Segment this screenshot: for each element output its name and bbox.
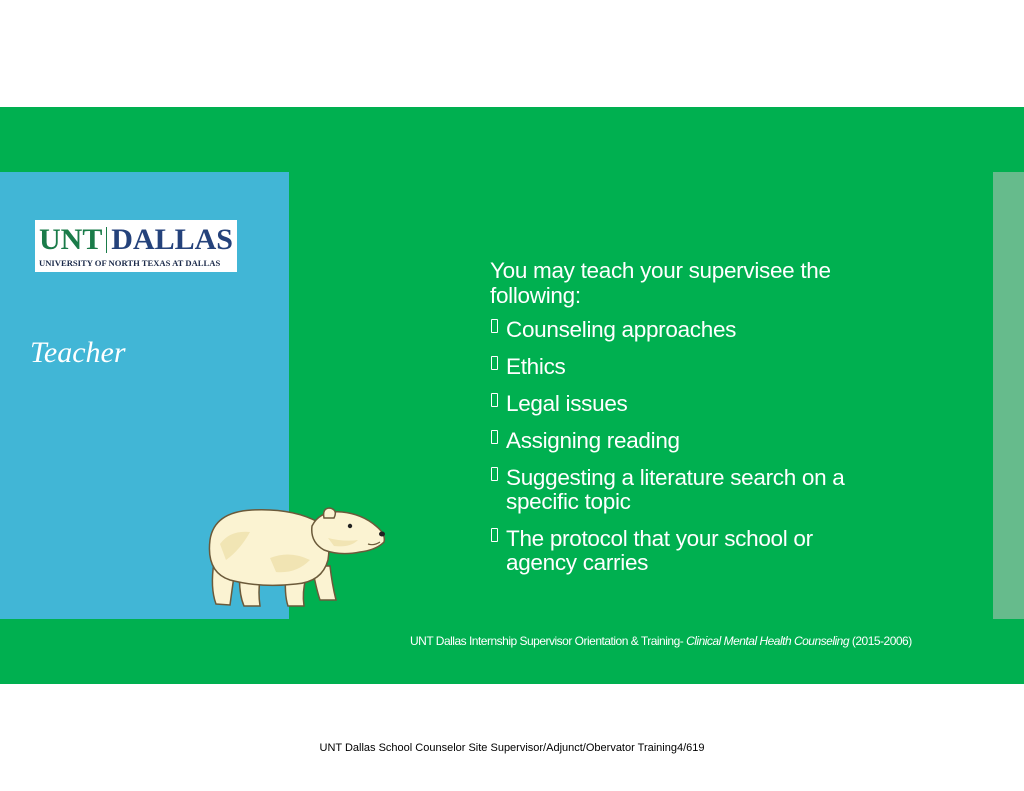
unt-dallas-logo (35, 220, 237, 272)
right-accent-strip (993, 172, 1024, 619)
footer-suffix: (2015-2006) (849, 634, 912, 648)
slide-content (490, 258, 850, 588)
bullet-text: Legal issues (506, 391, 628, 416)
bullet-text: Suggesting a literature search on a specific topic (506, 465, 845, 514)
logo-wordmark (39, 224, 233, 256)
bullet-text: Ethics (506, 354, 566, 379)
intro-text: You may teach your supervisee the following: (490, 258, 831, 308)
list-item (490, 355, 850, 379)
bullet-box-icon (491, 319, 498, 333)
bullet-box-icon (491, 356, 498, 370)
footer-prefix: UNT Dallas Internship Supervisor Orientation & Training- (410, 634, 687, 648)
page-footer: UNT Dallas School Counselor Site Supervisor/Adjunct/Obervator Training4/619 (319, 742, 705, 754)
bullet-box-icon (491, 528, 498, 542)
logo-subtitle: UNIVERSITY OF NORTH TEXAS AT DALLAS (39, 258, 221, 268)
list-item (490, 392, 850, 416)
bullet-list (490, 318, 850, 575)
list-item (490, 527, 850, 575)
logo-divider (106, 227, 107, 253)
list-item (490, 429, 850, 453)
bullet-text: Assigning reading (506, 428, 680, 453)
side-title: Teacher (30, 336, 126, 369)
logo-dallas: DALLAS (111, 223, 233, 256)
slide-footer (410, 634, 912, 648)
bear-eye-icon (348, 524, 352, 528)
bullet-box-icon (491, 467, 498, 481)
footer-italic: Clinical Mental Health Counseling (686, 634, 850, 648)
list-item (490, 466, 850, 514)
bear-nose-icon (379, 532, 385, 537)
bullet-text: Counseling approaches (506, 317, 737, 342)
bullet-box-icon (491, 393, 498, 407)
logo-unt: UNT (39, 223, 103, 256)
bullet-box-icon (491, 430, 498, 444)
list-item (490, 318, 850, 342)
bullet-text: The protocol that your school or agency carries (506, 526, 813, 575)
polar-bear-cub-illustration (200, 500, 390, 612)
